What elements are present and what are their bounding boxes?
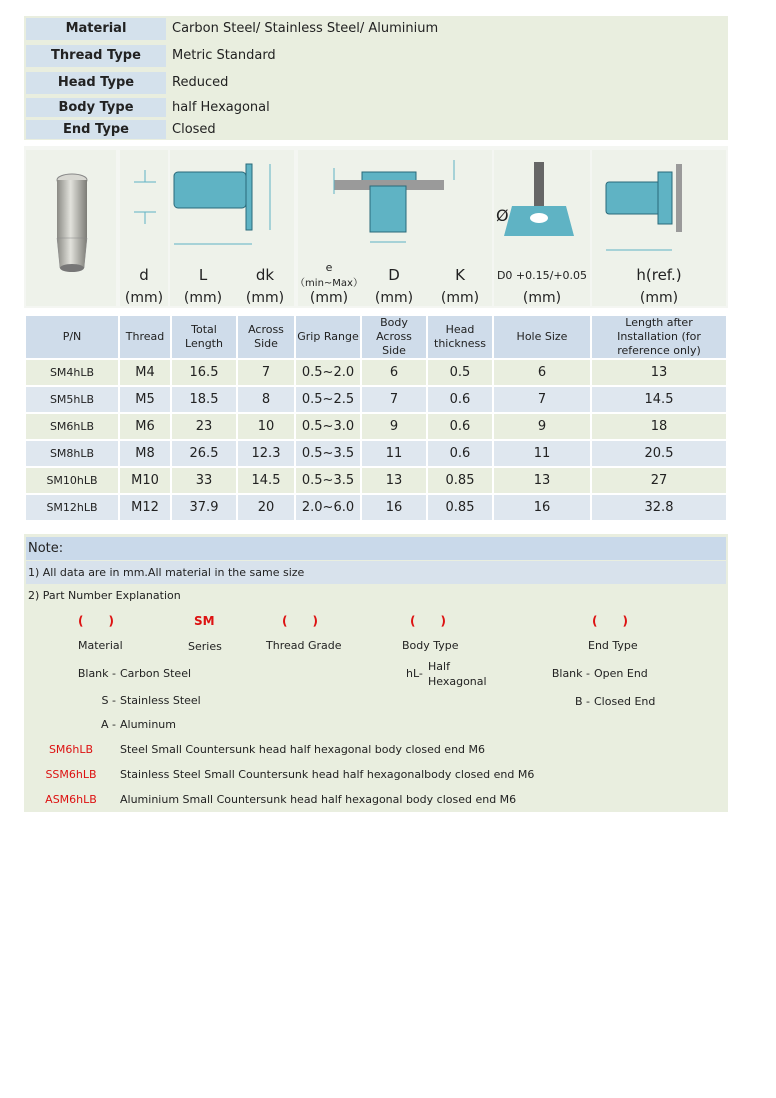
material-code: S - (101, 694, 116, 707)
unit-l: (mm) (183, 290, 223, 306)
table-cell: M6 (120, 414, 170, 439)
spec-label-material: Material (26, 18, 166, 40)
table-cell: 13 (494, 468, 590, 493)
spec-label-end: End Type (26, 120, 166, 139)
symbol-k: K (455, 266, 465, 284)
installed-rivet-section-icon (298, 150, 492, 250)
symbol-e-range: （min~Max） (295, 277, 363, 289)
table-cell: 0.6 (428, 387, 492, 412)
spec-label-thread: Thread Type (26, 45, 166, 67)
table-cell: 2.0~6.0 (296, 495, 360, 520)
unit-big-d: (mm) (374, 290, 414, 306)
material-desc: Stainless Steel (120, 694, 201, 707)
table-cell: 7 (238, 360, 294, 385)
table-cell: SM10hLB (26, 468, 118, 493)
end-desc: Closed End (594, 695, 656, 708)
table-cell: 0.5~3.5 (296, 441, 360, 466)
product-photo (26, 150, 116, 306)
table-cell: SM8hLB (26, 441, 118, 466)
series-code: SM (194, 614, 215, 628)
table-cell: 18.5 (172, 387, 236, 412)
spec-value-body: half Hexagonal (172, 100, 270, 115)
material-desc: Carbon Steel (120, 667, 192, 680)
body-desc-1: Half (428, 660, 450, 673)
table-cell: SM5hLB (26, 387, 118, 412)
material-desc: Aluminum (120, 718, 176, 731)
end-code: B - (574, 695, 590, 708)
symbol-e: e (325, 260, 333, 274)
dimension-table (24, 314, 728, 522)
table-cell: 37.9 (172, 495, 236, 520)
table-cell: 16 (494, 495, 590, 520)
table-cell: 0.5~2.5 (296, 387, 360, 412)
notes-title: Note: (26, 537, 726, 560)
caption-thread: Thread Grade (266, 639, 342, 652)
example-desc: Stainless Steel Small Countersunk head half hexagonalbody closed end M6 (120, 768, 535, 781)
spec-label-body: Body Type (26, 98, 166, 117)
body-code: hL- (406, 667, 423, 680)
col-header-grip-range: Grip Range (296, 316, 360, 358)
table-cell: 6 (362, 360, 426, 385)
table-cell: 33 (172, 468, 236, 493)
example-desc: Steel Small Countersunk head half hexagonal body closed end M6 (120, 743, 486, 756)
table-cell: 0.6 (428, 414, 492, 439)
caption-series: Series (188, 640, 222, 653)
table-cell: 20 (238, 495, 294, 520)
unit-k: (mm) (440, 290, 480, 306)
table-cell: 0.85 (428, 468, 492, 493)
col-header-pn: P/N (26, 316, 118, 358)
table-cell: 16 (362, 495, 426, 520)
example-desc: Aluminium Small Countersunk head half hexagonal body closed end M6 (120, 793, 517, 806)
end-code-slot: ( ) (592, 614, 629, 628)
table-cell: 12.3 (238, 441, 294, 466)
symbol-l: L (198, 266, 208, 284)
table-cell: 14.5 (238, 468, 294, 493)
note-line-1: 1) All data are in mm.All material in the same size (26, 561, 726, 584)
table-cell: 8 (238, 387, 294, 412)
body-code-slot: ( ) (410, 614, 447, 628)
symbol-big-d: D (388, 266, 400, 284)
spec-value-head: Reduced (172, 75, 229, 90)
end-desc: Open End (594, 667, 648, 680)
table-cell: 0.85 (428, 495, 492, 520)
symbol-dk: dk (255, 266, 275, 284)
table-cell: 7 (362, 387, 426, 412)
table-cell: 14.5 (592, 387, 726, 412)
table-cell: SM12hLB (26, 495, 118, 520)
table-cell: 32.8 (592, 495, 726, 520)
thread-code-slot: ( ) (282, 614, 319, 628)
unit-d: (mm) (124, 290, 164, 306)
table-cell: 10 (238, 414, 294, 439)
drill-hole-icon (494, 150, 590, 246)
unit-d0: (mm) (522, 290, 562, 306)
body-desc-2: Hexagonal (428, 675, 487, 688)
col-header-across-side: Across Side (238, 316, 294, 358)
table-cell: 6 (494, 360, 590, 385)
caption-material: Material (78, 639, 123, 652)
table-cell: 0.6 (428, 441, 492, 466)
col-header-length-after: Length after Installation (for reference only) (592, 316, 726, 358)
col-header-total-length: Total Length (172, 316, 236, 358)
diameter-mark: Ø (496, 206, 509, 225)
material-code: Blank - (77, 667, 116, 680)
caption-body: Body Type (402, 639, 459, 652)
table-cell: 18 (592, 414, 726, 439)
symbol-d: d (139, 266, 149, 284)
table-cell: 16.5 (172, 360, 236, 385)
installed-rivet-side-icon (592, 150, 726, 260)
material-code-slot: ( ) (78, 614, 115, 628)
table-cell: 9 (362, 414, 426, 439)
table-cell: 0.5~3.0 (296, 414, 360, 439)
table-cell: M5 (120, 387, 170, 412)
unit-h: (mm) (639, 290, 679, 306)
symbol-h: h(ref.) (636, 266, 682, 284)
col-header-thread: Thread (120, 316, 170, 358)
end-code: Blank - (551, 667, 590, 680)
table-cell: 26.5 (172, 441, 236, 466)
spec-value-end: Closed (172, 122, 216, 137)
table-cell: SM6hLB (26, 414, 118, 439)
spec-value-thread: Metric Standard (172, 48, 276, 63)
table-cell: 20.5 (592, 441, 726, 466)
table-cell: 23 (172, 414, 236, 439)
table-cell: 13 (592, 360, 726, 385)
dim-d-arrows-icon (120, 150, 168, 260)
note-line-2: 2) Part Number Explanation (28, 589, 181, 602)
unit-dk: (mm) (245, 290, 285, 306)
spec-label-head: Head Type (26, 72, 166, 94)
table-cell: 0.5~2.0 (296, 360, 360, 385)
caption-end: End Type (588, 639, 638, 652)
table-cell: 27 (592, 468, 726, 493)
col-header-head-thickness: Head thickness (428, 316, 492, 358)
table-cell: SM4hLB (26, 360, 118, 385)
table-cell: M8 (120, 441, 170, 466)
symbol-d0: D0 +0.15/+0.05 (496, 268, 588, 282)
rivet-side-view-icon (170, 150, 294, 260)
example-code: ASM6hLB (45, 793, 97, 806)
rivet-nut-photo-icon (26, 150, 116, 306)
table-cell: M12 (120, 495, 170, 520)
spec-value-material: Carbon Steel/ Stainless Steel/ Aluminium (172, 21, 439, 36)
table-cell: 0.5 (428, 360, 492, 385)
table-cell: M4 (120, 360, 170, 385)
table-cell: 11 (494, 441, 590, 466)
table-cell: 7 (494, 387, 590, 412)
unit-e: (mm) (309, 290, 349, 306)
table-cell: 0.5~3.5 (296, 468, 360, 493)
col-header-body-across: Body Across Side (362, 316, 426, 358)
example-code: SM6hLB (48, 743, 94, 756)
table-cell: 9 (494, 414, 590, 439)
col-header-hole-size: Hole Size (494, 316, 590, 358)
example-code: SSM6hLB (45, 768, 97, 781)
table-cell: 11 (362, 441, 426, 466)
table-cell: 13 (362, 468, 426, 493)
material-code: A - (101, 718, 116, 731)
table-cell: M10 (120, 468, 170, 493)
